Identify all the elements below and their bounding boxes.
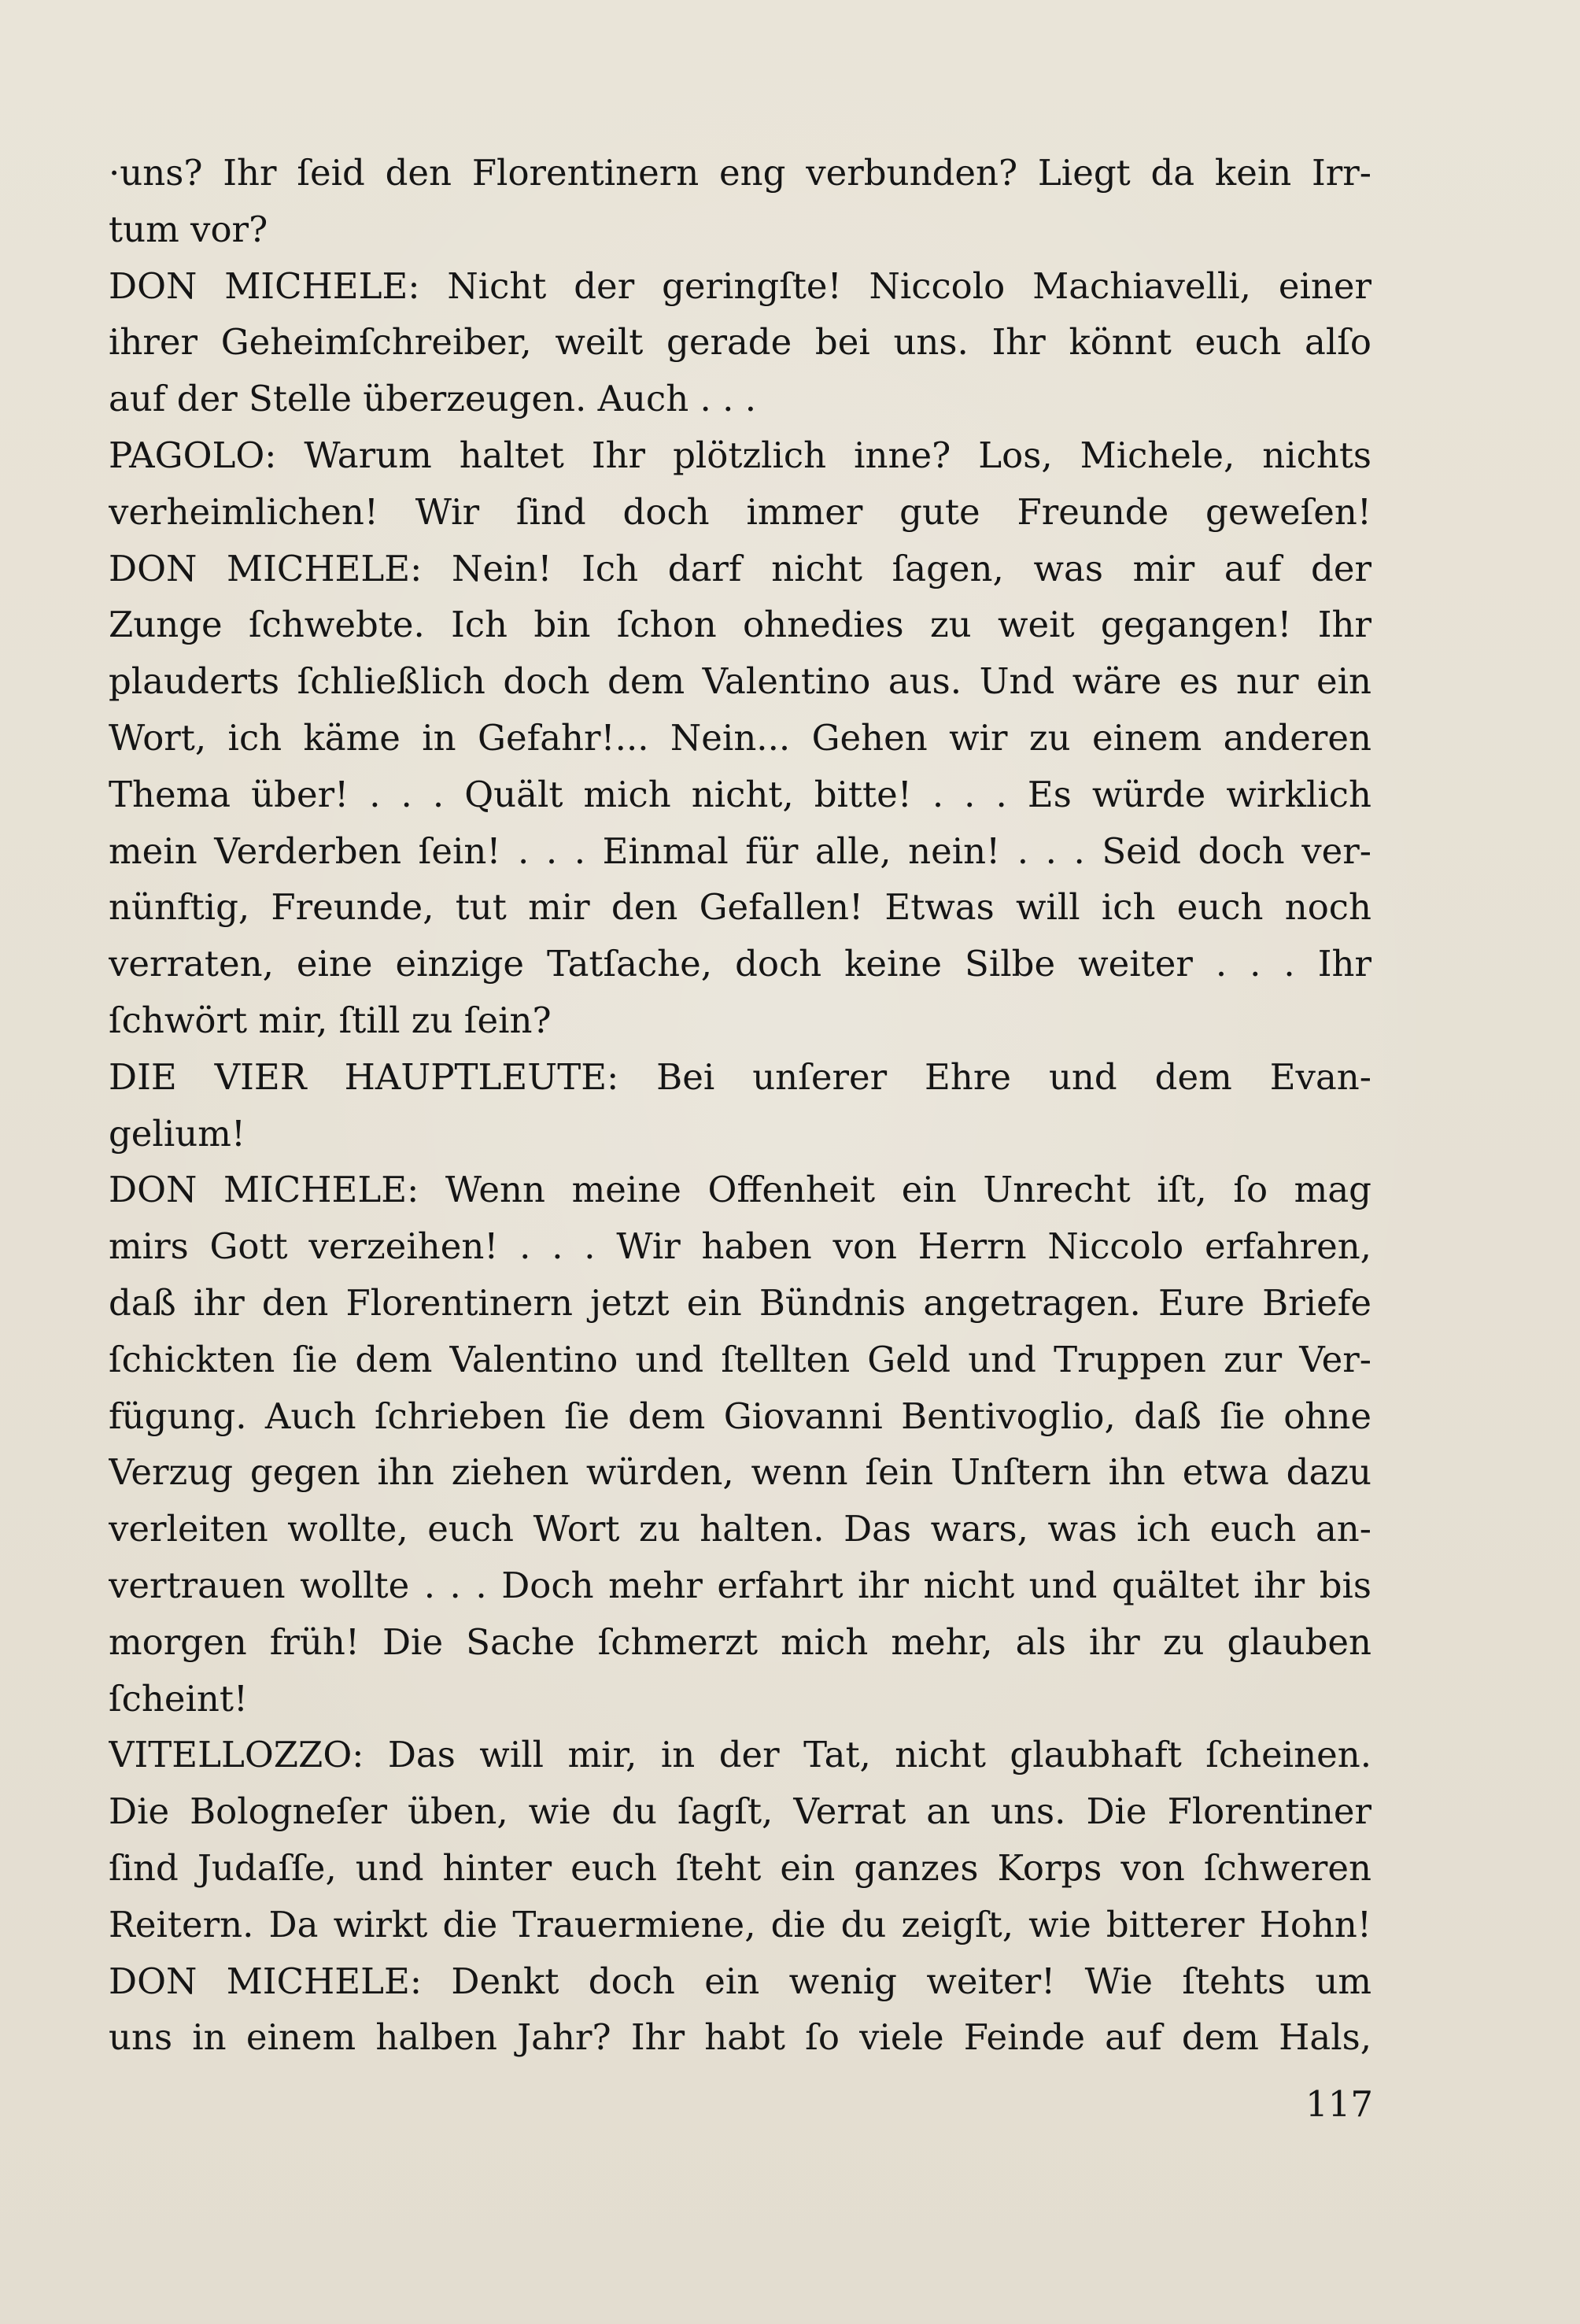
text-line: mein Verderben ſein! . . . Einmal für alle, nein! . . . Seid doch ver-: [109, 829, 1371, 872]
text-line: Thema über! . . . Quält mich nicht, bitte! . . . Es würde wirklich: [109, 773, 1371, 815]
text-line: PAGOLO: Warum haltet Ihr plötzlich inne? Los, Michele, nichts: [109, 434, 1371, 476]
text-line: auf der Stelle überzeugen. Auch . . .: [109, 378, 757, 420]
text-line: DON MICHELE: Nicht der geringſte! Niccolo Machiavelli, einer: [109, 264, 1371, 307]
text-line: Zunge ſchwebte. Ich bin ſchon ohnedies zu weit gegangen! Ihr: [109, 604, 1371, 646]
text-line: ſind Judaſſe, und hinter euch ſteht ein ganzes Korps von ſchweren: [109, 1846, 1371, 1889]
text-line: verleiten wollte, euch Wort zu halten. Das wars, was ich euch an-: [109, 1508, 1371, 1550]
text-line: ſchwört mir, ſtill zu ſein?: [109, 999, 552, 1041]
text-line: Wort, ich käme in Gefahr!... Nein... Gehen wir zu einem anderen: [109, 716, 1371, 759]
text-line: tum vor?: [109, 208, 268, 250]
page-text: [109, 145, 1371, 2066]
text-line: uns in einem halben Jahr? Ihr habt ſo viele Feinde auf dem Hals,: [109, 2016, 1371, 2059]
text-line: Verzug gegen ihn ziehen würden, wenn ſein Unſtern ihn etwa dazu: [109, 1451, 1371, 1494]
text-line: mirs Gott verzeihen! . . . Wir haben von Herrn Niccolo erfahren,: [109, 1225, 1371, 1268]
text-line: VITELLOZZO: Das will mir, in der Tat, nicht glaubhaft ſcheinen.: [109, 1734, 1371, 1776]
text-line: ſcheint!: [109, 1677, 249, 1720]
text-line: Die Bologneſer üben, wie du ſagſt, Verrat an uns. Die Florentiner: [109, 1790, 1371, 1833]
text-line: morgen früh! Die Sache ſchmerzt mich mehr, als ihr zu glauben: [109, 1620, 1371, 1663]
text-line: verraten, eine einzige Tatſache, doch keine Silbe weiter . . . Ihr: [109, 943, 1371, 985]
text-line: nünftig, Freunde, tut mir den Gefallen! Etwas will ich euch noch: [109, 886, 1371, 929]
text-line: DIE VIER HAUPTLEUTE: Bei unſerer Ehre und dem Evan-: [109, 1055, 1371, 1098]
text-line: daß ihr den Florentinern jetzt ein Bündnis angetragen. Eure Briefe: [109, 1281, 1371, 1324]
text-line: vertrauen wollte . . . Doch mehr erfahrt ihr nicht und quältet ihr bis: [109, 1564, 1371, 1606]
text-line: ihrer Geheimſchreiber, weilt gerade bei uns. Ihr könnt euch alſo: [109, 321, 1371, 364]
text-line: verheimlichen! Wir ſind doch immer gute Freunde geweſen!: [109, 490, 1371, 533]
text-line: DON MICHELE: Denkt doch ein wenig weiter! Wie ſtehts um: [109, 1960, 1371, 2002]
text-line: ·uns? Ihr ſeid den Florentinern eng verbunden? Liegt da kein Irr-: [109, 152, 1371, 194]
text-line: DON MICHELE: Wenn meine Offenheit ein Unrecht iſt, ſo mag: [109, 1169, 1371, 1211]
text-line: ſchickten ſie dem Valentino und ſtellten Geld und Truppen zur Ver-: [109, 1338, 1371, 1380]
text-line: fügung. Auch ſchrieben ſie dem Giovanni Bentivoglio, daß ſie ohne: [109, 1395, 1371, 1437]
text-line: DON MICHELE: Nein! Ich darf nicht ſagen, was mir auf der: [109, 547, 1371, 589]
page-number: 117: [1305, 2083, 1373, 2125]
text-line: Reitern. Da wirkt die Trauermiene, die du zeigſt, wie bitterer Hohn!: [109, 1903, 1371, 1945]
text-line: gelium!: [109, 1112, 245, 1155]
text-line: plauderts ſchließlich doch dem Valentino aus. Und wäre es nur ein: [109, 660, 1371, 703]
